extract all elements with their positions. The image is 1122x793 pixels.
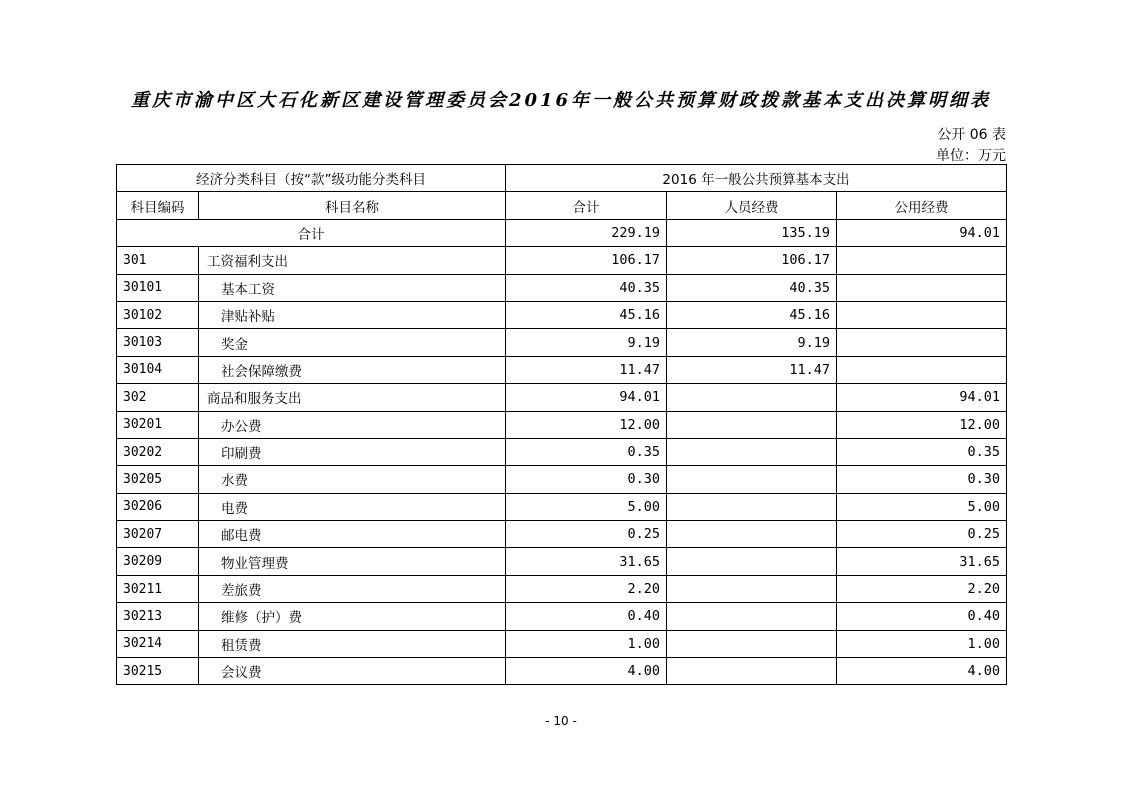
header-column-row: [117, 192, 1007, 219]
row-code: 30215: [117, 658, 199, 685]
row-code: 30104: [117, 356, 199, 383]
row-code: 30214: [117, 630, 199, 657]
row-code: 30103: [117, 329, 199, 356]
row-public: [837, 356, 1007, 383]
total-row-personnel: 135.19: [667, 219, 837, 246]
row-public: [837, 274, 1007, 301]
header-code: 科目编码: [117, 192, 199, 219]
row-personnel: 40.35: [667, 274, 837, 301]
row-personnel: 11.47: [667, 356, 837, 383]
table-row: [117, 575, 1007, 602]
row-name: 商品和服务支出: [199, 384, 506, 411]
row-code: 30207: [117, 521, 199, 548]
row-name: 维修（护）费: [199, 603, 506, 630]
row-code: 30211: [117, 575, 199, 602]
header-name: 科目名称: [199, 192, 506, 219]
row-personnel: [667, 575, 837, 602]
row-public: 94.01: [837, 384, 1007, 411]
row-public: [837, 329, 1007, 356]
row-name: 印刷费: [199, 438, 506, 465]
header-basic-expenditure: 2016 年一般公共预算基本支出: [506, 165, 1007, 192]
row-name: 租赁费: [199, 630, 506, 657]
row-public: 4.00: [837, 658, 1007, 685]
row-personnel: [667, 466, 837, 493]
row-name: 会议费: [199, 658, 506, 685]
row-total: 0.35: [506, 438, 667, 465]
row-public: 0.40: [837, 603, 1007, 630]
table-row: [117, 521, 1007, 548]
row-personnel: [667, 411, 837, 438]
header-economic-classification: 经济分类科目（按“款”级功能分类科目: [117, 165, 506, 192]
row-personnel: [667, 438, 837, 465]
row-total: 5.00: [506, 493, 667, 520]
total-row-public: 94.01: [837, 219, 1007, 246]
row-code: 30101: [117, 274, 199, 301]
total-row-total: 229.19: [506, 219, 667, 246]
row-total: 45.16: [506, 301, 667, 328]
page-number: - 10 -: [545, 714, 577, 728]
table-row: [117, 247, 1007, 274]
row-code: 302: [117, 384, 199, 411]
table-row: [117, 603, 1007, 630]
row-public: [837, 247, 1007, 274]
row-total: 9.19: [506, 329, 667, 356]
row-personnel: [667, 548, 837, 575]
row-total: 0.25: [506, 521, 667, 548]
unit-label: 单位：万元: [936, 148, 1006, 164]
row-name: 电费: [199, 493, 506, 520]
row-name: 社会保障缴费: [199, 356, 506, 383]
row-public: 1.00: [837, 630, 1007, 657]
table-row: [117, 630, 1007, 657]
row-code: 30102: [117, 301, 199, 328]
table-row: [117, 548, 1007, 575]
table-row: [117, 411, 1007, 438]
row-name: 津贴补贴: [199, 301, 506, 328]
row-code: 30206: [117, 493, 199, 520]
row-personnel: 9.19: [667, 329, 837, 356]
row-personnel: [667, 521, 837, 548]
page-title: 重庆市渝中区大石化新区建设管理委员会2016年一般公共预算财政拨款基本支出决算明细表: [130, 90, 992, 111]
header-personnel: 人员经费: [667, 192, 837, 219]
row-public: 5.00: [837, 493, 1007, 520]
row-public: 12.00: [837, 411, 1007, 438]
row-total: 0.40: [506, 603, 667, 630]
row-personnel: [667, 493, 837, 520]
header-group-row: [117, 165, 1007, 192]
row-name: 基本工资: [199, 274, 506, 301]
row-code: 30209: [117, 548, 199, 575]
row-total: 12.00: [506, 411, 667, 438]
row-name: 办公费: [199, 411, 506, 438]
row-personnel: [667, 384, 837, 411]
row-total: 31.65: [506, 548, 667, 575]
row-public: [837, 301, 1007, 328]
row-personnel: [667, 630, 837, 657]
row-name: 水费: [199, 466, 506, 493]
row-total: 0.30: [506, 466, 667, 493]
row-name: 奖金: [199, 329, 506, 356]
row-total: 94.01: [506, 384, 667, 411]
row-personnel: [667, 603, 837, 630]
row-code: 30201: [117, 411, 199, 438]
table-row: [117, 329, 1007, 356]
table-row: [117, 493, 1007, 520]
header-total: 合计: [506, 192, 667, 219]
row-personnel: 106.17: [667, 247, 837, 274]
row-personnel: 45.16: [667, 301, 837, 328]
row-total: 1.00: [506, 630, 667, 657]
row-public: 0.25: [837, 521, 1007, 548]
row-code: 30213: [117, 603, 199, 630]
row-public: 0.35: [837, 438, 1007, 465]
row-code: 30205: [117, 466, 199, 493]
row-name: 工资福利支出: [199, 247, 506, 274]
table-row: [117, 658, 1007, 685]
row-name: 邮电费: [199, 521, 506, 548]
form-number: 公开 06 表: [937, 127, 1006, 143]
total-row-label: 合计: [117, 219, 506, 246]
expenditure-table: [116, 164, 1007, 685]
total-row: [117, 219, 1007, 246]
row-code: 30202: [117, 438, 199, 465]
row-name: 差旅费: [199, 575, 506, 602]
row-public: 31.65: [837, 548, 1007, 575]
row-public: 2.20: [837, 575, 1007, 602]
row-personnel: [667, 658, 837, 685]
row-total: 2.20: [506, 575, 667, 602]
row-total: 4.00: [506, 658, 667, 685]
table-row: [117, 301, 1007, 328]
row-total: 11.47: [506, 356, 667, 383]
row-public: 0.30: [837, 466, 1007, 493]
table-row: [117, 274, 1007, 301]
table-row: [117, 466, 1007, 493]
row-code: 301: [117, 247, 199, 274]
table-row: [117, 438, 1007, 465]
table-row: [117, 356, 1007, 383]
row-total: 40.35: [506, 274, 667, 301]
table-row: [117, 384, 1007, 411]
header-public: 公用经费: [837, 192, 1007, 219]
row-total: 106.17: [506, 247, 667, 274]
row-name: 物业管理费: [199, 548, 506, 575]
